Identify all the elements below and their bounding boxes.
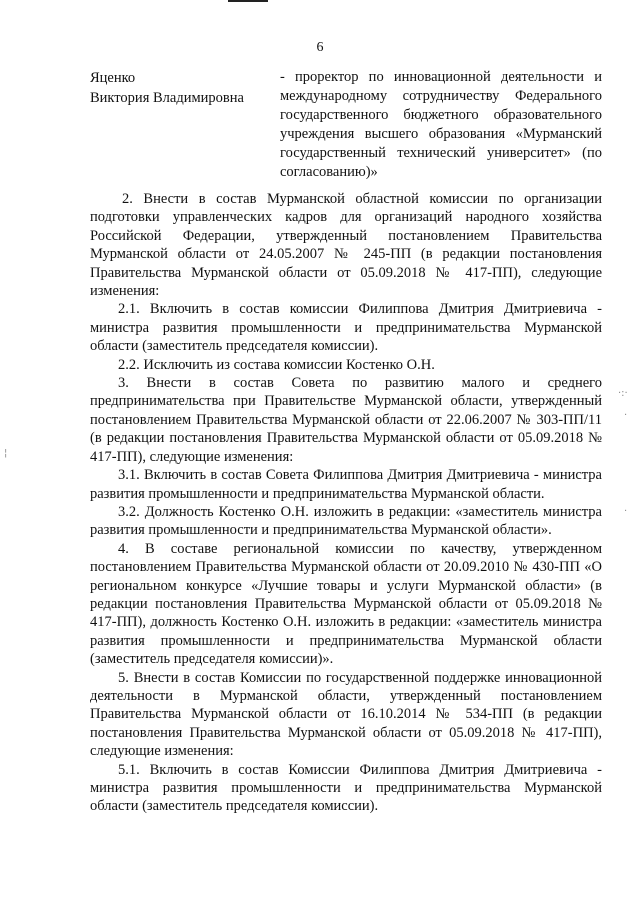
paragraph-5: 5. Внести в состав Комиссии по государственной поддержке инновационной деятельности в Мурманской области, утвержденный постановлением Правительства Мурманской области от 16.10.2014 № 534-ПП (в редакции постановления Правительства Мурманской области от 05.09.2018 № 417-ПП), следующие изменения: — [90, 669, 602, 760]
paragraph-2: 2. Внести в состав Мурманской областной комиссии по организации подготовки управленческих кадров для организаций народного хозяйства Российской Федерации, утвержденный постановлением Правительства Мурманской области от 24.05.2007 № 245-ПП (в редакции постановления Правительства Мурманской области от 05.09.2018 № 417-ПП), следующие изменения: — [90, 191, 602, 300]
top-edge-rule — [228, 0, 268, 2]
member-role: - проректор по инновационной деятельности и международному сотрудничеству Федерального государственного бюджетного образовательного учреждения высшего образования «Мурманский государственный технический университет» (по согласованию)» — [280, 69, 602, 180]
page-number: 6 — [316, 40, 324, 55]
paragraph-3: 3. Внести в состав Совета по развитию малого и среднего предпринимательства при Правительстве Мурманской области, утвержденный постановлением Правительства Мурманской области от 22.06.2007 № 303-ПП/11 (в редакции постановления Правительства Мурманской области от 05.09.2018 № 417-ПП), следующие изменения: — [90, 375, 602, 465]
member-name — [90, 68, 270, 108]
scan-margin-mark: · — [624, 410, 628, 421]
scan-margin-mark: ¦ — [4, 448, 8, 459]
member-surname: Яценко — [90, 70, 136, 86]
scan-margin-mark: · — [624, 506, 628, 517]
paragraph-3-2: 3.2. Должность Костенко О.Н. изложить в редакции: «заместитель министра развития промышленности и предпринимательства Мурманской области». — [90, 503, 602, 539]
member-given-names: Виктория Владимировна — [90, 90, 244, 106]
paragraph-2-2: 2.2. Исключить из состава комиссии Костенко О.Н. — [118, 356, 435, 373]
document-body — [90, 190, 602, 816]
paragraph-4: 4. В составе региональной комиссии по качеству, утвержденном постановлением Правительства Мурманской области от 20.09.2010 № 430-ПП «О региональном конкурсе «Лучшие товары и услуги Мурманской области» (в редакции постановления Правительства Мурманской области от 05.09.2018 № 417-ПП), должность Костенко О.Н. изложить в редакции: «заместитель министра развития промышленности и предпринимательства Мурманской области (заместитель председателя комиссии)». — [90, 540, 602, 668]
member-entry — [90, 68, 605, 178]
scan-margin-mark: ·:· — [618, 388, 628, 399]
paragraph-5-1: 5.1. Включить в состав Комиссии Филиппова Дмитрия Дмитриевича - министра развития промышленности и предпринимательства Мурманской области (заместитель председателя комиссии). — [90, 761, 602, 815]
paragraph-2-1: 2.1. Включить в состав комиссии Филиппова Дмитрия Дмитриевича - министра развития промышленности и предпринимательства Мурманской области (заместитель председателя комиссии). — [90, 301, 602, 355]
paragraph-3-1: 3.1. Включить в состав Совета Филиппова Дмитрия Дмитриевича - министра развития промышленности и предпринимательства Мурманской области. — [90, 467, 602, 502]
